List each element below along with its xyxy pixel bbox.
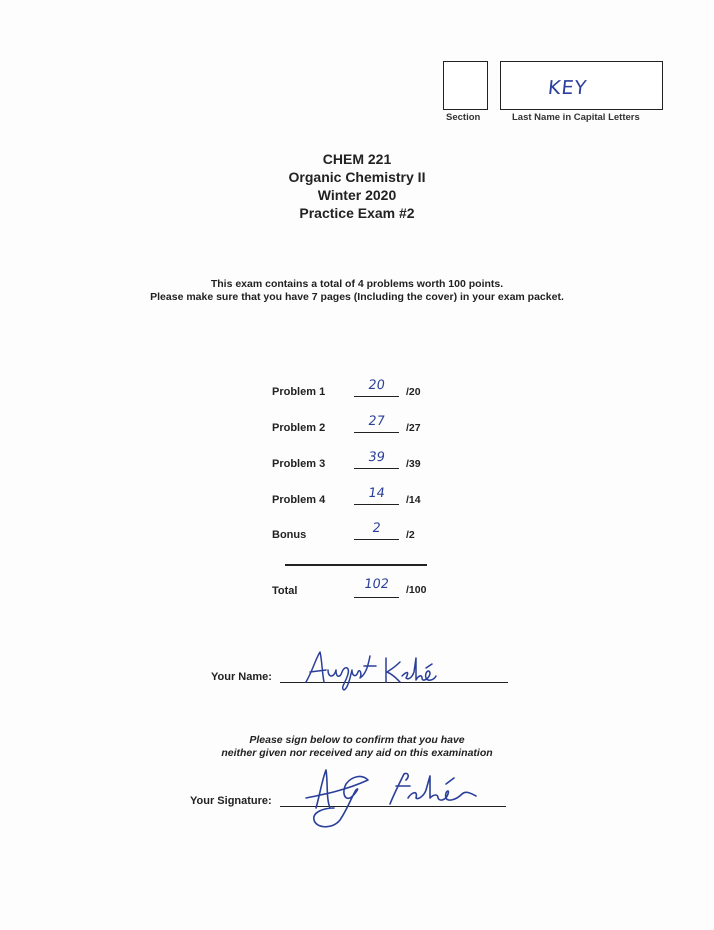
score-row-label: Bonus [272,529,307,541]
confirmation-line-1: Please sign below to confirm that you have [249,734,465,746]
score-row-label: Problem 1 [272,386,326,398]
total-label: Total [272,585,298,597]
score-row-value: 14 [367,486,386,501]
your-name-label: Your Name: [211,671,272,683]
total-max: /100 [406,584,427,596]
score-row-line[interactable] [354,504,399,505]
score-row-max: /20 [406,386,421,398]
last-name-caption: Last Name in Capital Letters [512,112,640,123]
section-caption: Section [446,112,481,123]
last-name-handwritten: KEY [546,77,589,99]
score-row-label: Problem 3 [272,458,326,470]
score-row-line[interactable] [354,432,399,433]
score-row-value: 20 [367,378,386,393]
score-row-value: 2 [371,521,382,536]
handwritten-signature-image [286,764,486,834]
course-term: Winter 2020 [317,187,397,203]
course-subject: Organic Chemistry II [288,169,426,185]
info-line-2: Please make sure that you have 7 pages (Including the cover) in your exam packet. [150,291,564,303]
score-row-value: 39 [367,450,386,465]
confirmation-line-2: neither given nor received any aid on this examination [221,747,493,759]
total-line[interactable] [354,597,399,598]
score-row-line[interactable] [354,396,399,397]
score-row-line[interactable] [354,468,399,469]
course-code: CHEM 221 [322,151,392,167]
exam-name: Practice Exam #2 [299,205,415,221]
score-row-max: /2 [406,529,415,541]
total-divider [285,564,427,566]
handwritten-name-image [300,648,440,694]
confirmation-note [0,734,714,760]
exam-title [0,150,714,222]
score-row-value: 27 [367,414,386,429]
score-row-max: /14 [406,494,421,506]
exam-info [0,278,714,304]
score-row-label: Problem 2 [272,422,326,434]
score-row-label: Problem 4 [272,494,326,506]
total-value: 102 [363,577,390,592]
info-line-1: This exam contains a total of 4 problems worth 100 points. [210,278,504,290]
section-box[interactable] [443,61,488,110]
score-row-line[interactable] [354,539,399,540]
score-row-max: /27 [406,422,421,434]
your-signature-label: Your Signature: [190,795,272,807]
score-row-max: /39 [406,458,421,470]
